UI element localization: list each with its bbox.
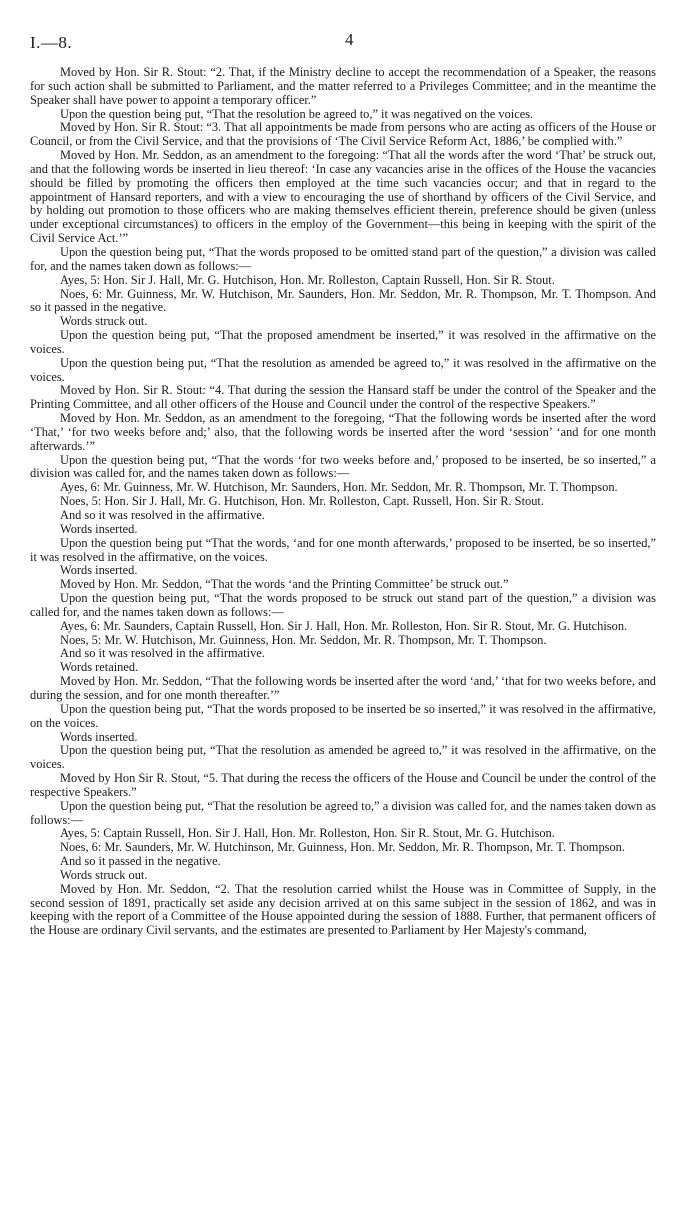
paragraph: And so it passed in the negative.	[60, 854, 221, 869]
paragraph: Upon the question being put, “That the words proposed to be inserted be so inserted,” it was resolved in the affirmative, on the voices.	[30, 701, 656, 730]
paragraph: Words struck out.	[60, 867, 148, 882]
paragraph: Moved by Hon Sir R. Stout, “5. That during the recess the officers of the House and Council be under the control of the respective Speakers.”	[30, 771, 656, 799]
paragraph: Upon the question being put, “That the resolution as amended be agreed to,” it was resolved in the affirmative on the voices.	[30, 355, 656, 384]
paragraph: Noes, 5: Mr. W. Hutchison, Mr. Guinness, Hon. Mr. Seddon, Mr. R. Thompson, Mr. T. Thompson.	[60, 632, 547, 647]
paragraph: Upon the question being put, “That the resolution be agreed to,” it was negatived on the voices.	[60, 106, 534, 121]
paragraph: Ayes, 5: Captain Russell, Hon. Sir J. Hall, Hon. Mr. Rolleston, Hon. Sir R. Stout, Mr. G. Hutchison.	[60, 826, 555, 841]
paragraph: Words inserted.	[60, 521, 138, 536]
paragraph: Words struck out.	[60, 314, 148, 329]
paragraph: Words inserted.	[60, 729, 138, 744]
paragraph: Ayes, 6: Mr. Saunders, Captain Russell, Hon. Sir J. Hall, Hon. Mr. Rolleston, Hon. Sir R. Stout, Mr. G. Hutchison.	[60, 618, 628, 633]
paragraph: Moved by Hon. Mr. Seddon, “That the following words be inserted after the word ‘and,’ ‘that for two weeks before, and during the session, and for one month thereafter.’”	[30, 674, 656, 702]
paragraph: Moved by Hon. Sir R. Stout: “3. That all appointments be made from persons who are acting as officers of the House or Council, or from the Civil Service, and that the provisions of ‘The Civil Service Reform Act, 1886,’ be complied with.”	[30, 120, 656, 149]
paragraph: Ayes, 6: Mr. Guinness, Mr. W. Hutchison, Mr. Saunders, Hon. Mr. Seddon, Mr. R. Thompson, Mr. T. Thompson.	[60, 480, 618, 495]
paragraph: Moved by Hon. Mr. Seddon, as an amendment to the foregoing: “That all the words after the word ‘That’ be struck out, and that the following words be inserted in lieu thereof: ‘In case any vacancies arise in the offices of the House the vacancies should be filled by promoting the officers then employed at the time such vacancies occur; and that in regard to the appointment of Hansard reporters, and with a view to encouraging the use of shorthand by officers of the Civil Service, and by holding out promotion to those officers who are making themselves efficient therein, preference should be given (unless under exceptional circumstances) to officers in the employ of the Government—this being in keeping with the spirit of the Civil Service Act.’”	[30, 148, 656, 246]
paragraph: Noes, 5: Hon. Sir J. Hall, Mr. G. Hutchison, Hon. Mr. Rolleston, Capt. Russell, Hon. Sir R. Stout.	[60, 494, 544, 509]
paragraph: Upon the question being put, “That the words proposed to be struck out stand part of the question,” a division was called for, and the names taken down as follows:—	[30, 591, 656, 619]
paragraph: Upon the question being put “That the words, ‘and for one month afterwards,’ proposed to be inserted, be so inserted,” it was resolved in the affirmative, on the voices.	[30, 535, 656, 564]
page-number: 4	[345, 30, 354, 49]
paragraph: Ayes, 5: Hon. Sir J. Hall, Mr. G. Hutchison, Hon. Mr. Rolleston, Captain Russell, Hon. Sir R. Stout.	[60, 272, 555, 287]
paragraph: Words inserted.	[60, 563, 138, 578]
paragraph: Moved by Hon. Sir R. Stout: “4. That during the session the Hansard staff be under the control of the Speaker and the Printing Committee, and all other officers of the House and Council under the control of the respective Speakers.”	[30, 383, 656, 412]
paragraph: Moved by Hon. Mr. Seddon, “That the words ‘and the Printing Committee’ be struck out.”	[60, 577, 509, 592]
paragraph: Moved by Hon. Sir R. Stout: “2. That, if the Ministry decline to accept the recommendation of a Speaker, the reasons for such action shall be submitted to Parliament, and the matter referred to a Privileges Committee; and in the meantime the Speaker shall have power to appoint a temporary officer.”	[30, 65, 656, 107]
paragraph: Moved by Hon. Mr. Seddon, “2. That the resolution carried whilst the House was in Committee of Supply, in the second session of 1891, practically set aside any decision arrived at on this same subject in the session of 1862, and was in keeping with the report of a Committee of the House appointed during the session of 1888. Further, that permanent officers of the House are ordinary Civil servants, and the estimates are presented to Parliament by Her Majesty's command,	[30, 881, 656, 938]
paragraph: Moved by Hon. Mr. Seddon, as an amendment to the foregoing, “That the following words be inserted after the word ‘That,’ ‘for two weeks before and;’ also, that the following words be inserted after the word ‘session’ ‘and for one month afterwards.’”	[30, 411, 656, 453]
paragraph: And so it was resolved in the affirmative.	[60, 508, 265, 522]
paragraph: Upon the question being put, “That the words ‘for two weeks before and,’ proposed to be inserted, be so inserted,” a division was called for, and the names taken down as follows:—	[30, 452, 656, 481]
paragraph: Upon the question being put, “That the resolution as amended be agreed to,” it was resolved in the affirmative, on the voices.	[30, 743, 656, 772]
paragraph: Upon the question being put, “That the words proposed to be omitted stand part of the question,” a division was called for, and the names taken down as follows:—	[30, 244, 656, 273]
document-body	[30, 66, 656, 938]
document-reference: I.—8.	[30, 33, 73, 52]
paragraph: And so it was resolved in the affirmative.	[60, 646, 265, 661]
paragraph: Words retained.	[60, 660, 139, 675]
paragraph: Noes, 6: Mr. Saunders, Mr. W. Hutchinson, Mr. Guinness, Hon. Mr. Seddon, Mr. R. Thompson, Mr. T. Thompson.	[60, 840, 625, 855]
paragraph: Noes, 6: Mr. Guinness, Mr. W. Hutchison, Mr. Saunders, Hon. Mr. Seddon, Mr. R. Thompson, Mr. T. Thompson. And so it passed in the negative.	[30, 286, 656, 315]
paragraph: Upon the question being put, “That the proposed amendment be inserted,” it was resolved in the affirmative on the voices.	[30, 328, 656, 356]
paragraph: Upon the question being put, “That the resolution be agreed to,” a division was called for, and the names taken down as follows:—	[30, 798, 656, 827]
